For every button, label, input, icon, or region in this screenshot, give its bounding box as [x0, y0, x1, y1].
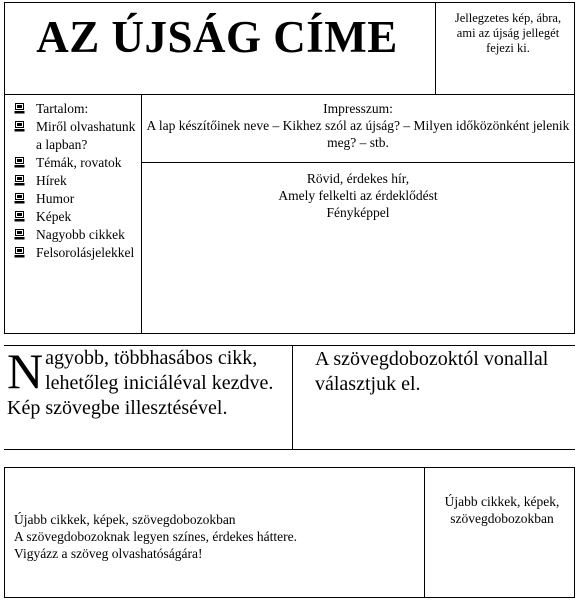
bottom-line: Újabb cikkek, képek, szövegdobozokban [14, 512, 236, 527]
toc-divider [141, 94, 142, 334]
toc-item: Képek [14, 208, 139, 226]
bottom-line: A szövegdobozoknak legyen színes, érdekes háttere. [14, 529, 298, 544]
computer-icon [14, 103, 25, 114]
toc-item: Témák, rovatok [14, 154, 139, 172]
bottom-line: Vigyázz a szöveg olvashatóságára! [14, 546, 203, 561]
page-title: AZ ÚJSÁG CÍME [36, 12, 398, 62]
computer-icon [14, 247, 25, 258]
computer-icon [14, 157, 25, 168]
bottom-right-textbox: Újabb cikkek, képek, szövegdobozokban [444, 494, 560, 526]
bottom-left-textbox [14, 511, 419, 562]
news-line: Fényképpel [326, 205, 390, 220]
table-of-contents [14, 100, 139, 262]
main-article [7, 343, 289, 421]
impresszum-text: A lap készítőinek neve – Kikhez szól az újság? – Milyen időközönként jelenik meg? – stb. [146, 118, 570, 150]
computer-icon [14, 193, 25, 204]
toc-item: Hírek [14, 172, 139, 190]
article-bottom-rule [4, 449, 575, 450]
impresszum-divider [141, 162, 575, 163]
computer-icon [14, 211, 25, 222]
bottom-divider [424, 467, 425, 598]
initial-letter: N [7, 343, 44, 399]
toc-item: Nagyobb cikkek [14, 226, 139, 244]
article-column-divider [292, 345, 293, 449]
news-line: Rövid, érdekes hír, [306, 171, 410, 186]
computer-icon [14, 229, 25, 240]
toc-item: Miről olvashatunk a lapban? [14, 118, 139, 153]
news-line: Amely felkelti az érdeklődést [278, 188, 438, 203]
computer-icon [14, 175, 25, 186]
textbox-note: A szövegdobozoktól vonallal választjuk el. [315, 348, 549, 395]
short-news [144, 170, 572, 221]
impresszum-title: Impresszum: [323, 101, 393, 116]
toc-item: Tartalom: [14, 100, 139, 118]
computer-icon [14, 121, 25, 132]
article-text: agyobb, többhasábos cikk, lehetőleg iniciáléval kezdve. Kép szövegbe illesztésével. [7, 347, 274, 419]
image-placeholder-note: Jellegzetes kép, ábra, ami az újság jellegét fejezi ki. [454, 11, 562, 55]
impresszum [144, 100, 572, 151]
toc-item: Humor [14, 190, 139, 208]
title-divider [435, 2, 436, 95]
toc-item: Felsorolásjelekkel [14, 244, 139, 262]
